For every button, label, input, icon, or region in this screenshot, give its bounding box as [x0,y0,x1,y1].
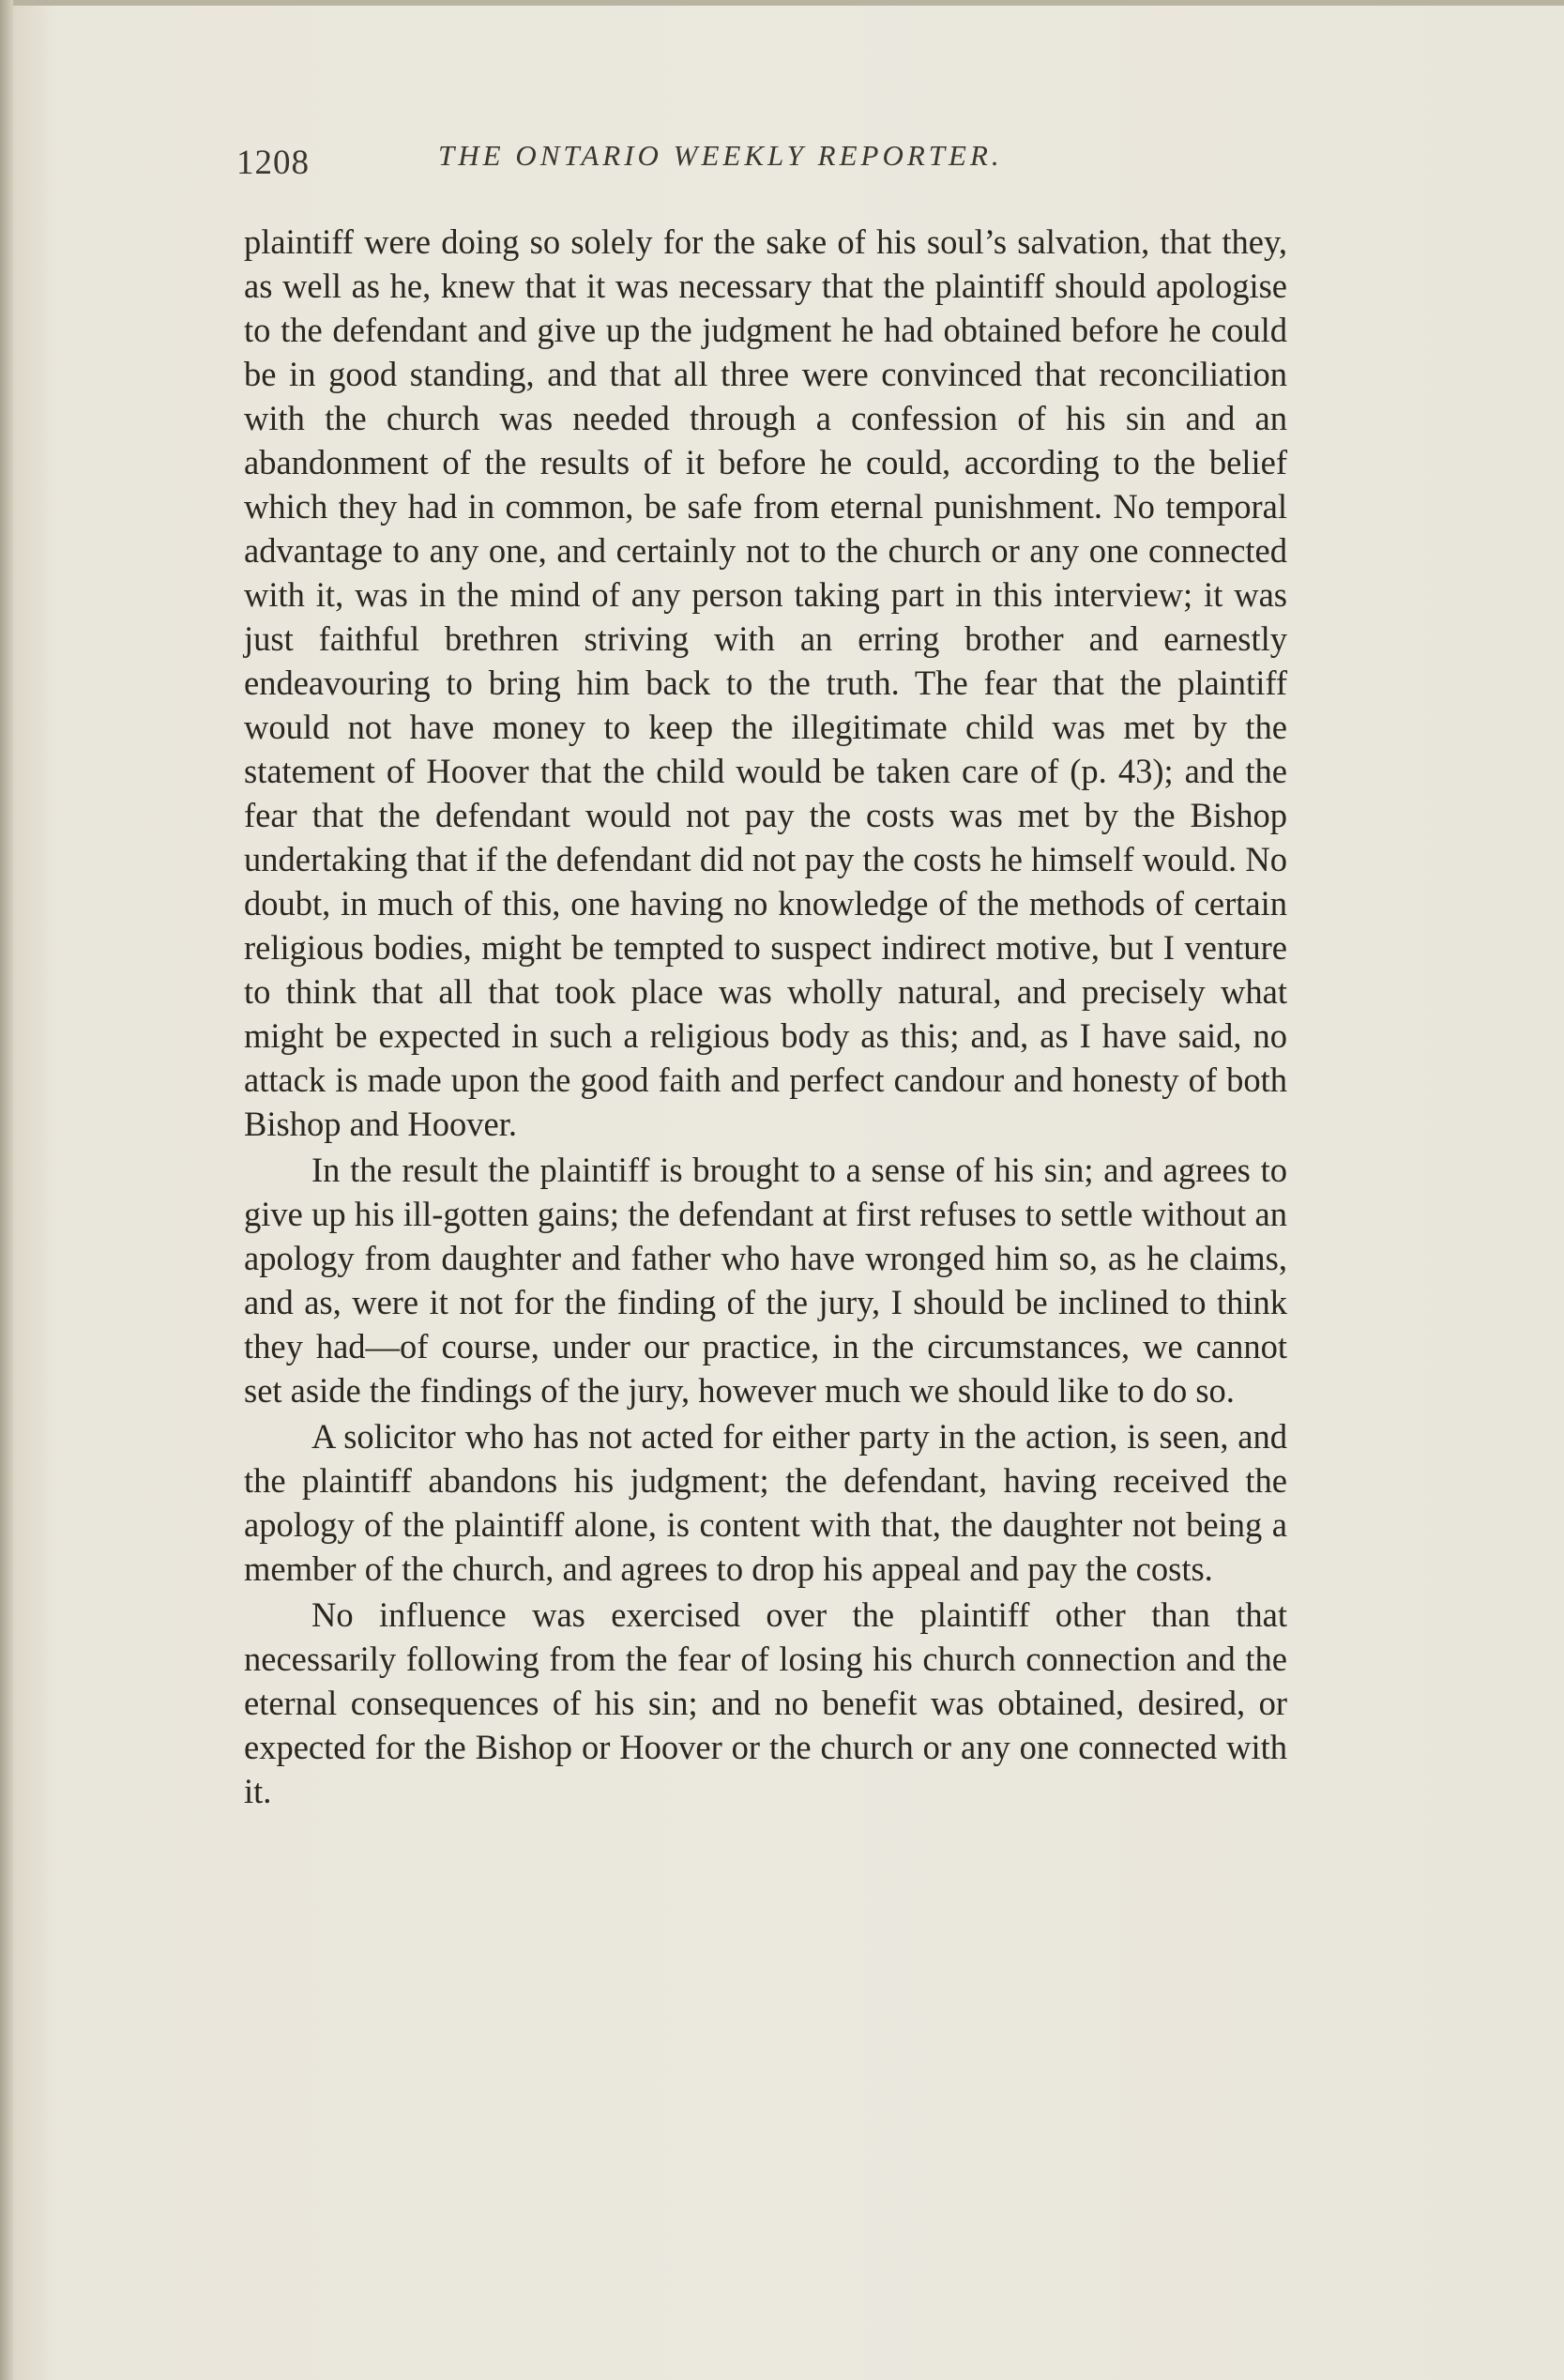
paragraph-continuation: plaintiff were doing so solely for the sake of his soul’s salvation, that they, as well as he, knew that it was necessary that the plaintiff should apologise to the defendant and give up the judgment he had obtained before he could be in good standing, and that all three were convinced that reconciliation with the church was needed through a confession of his sin and an abandonment of the results of it before he could, according to the belief which they had in common, be safe from eternal punishment. No temporal advantage to any one, and certainly not to the church or any one connected with it, was in the mind of any person taking part in this interview; it was just faithful brethren striving with an erring brother and earnestly endeavouring to bring him back to the truth. The fear that the plaintiff would not have money to keep the illegitimate child was met by the statement of Hoover that the child would be taken care of (p. 43); and the fear that the defendant would not pay the costs was met by the Bishop undertaking that if the defendant did not pay the costs he himself would. No doubt, in much of this, one having no knowledge of the methods of certain religious bodies, might be tempted to suspect indirect motive, but I venture to think that all that took place was wholly natural, and precisely what might be expected in such a religious body as this; and, as I have said, no attack is made upon the good faith and perfect candour and honesty of both Bishop and Hoover. [244,222,1287,1143]
page-binding-edge [0,0,13,2380]
running-title: THE ONTARIO WEEKLY REPORTER. [438,139,1003,172]
page-number: 1208 [236,144,310,182]
page-header [236,133,1306,190]
paragraph-result: In the result the plaintiff is brought to a sense of his sin; and agrees to give up his ill-gotten gains; the defendant at first refuses to settle without an apology from daughter and father who have wronged him so, as he claims, and as, were it not for the finding of the jury, I should be inclined to think they had—of course, under our practice, in the circumstances, we cannot set aside the findings of the jury, however much we should like to do so. [244,1151,1287,1410]
page-top-edge [0,0,1564,6]
paragraph-no-influence: No influence was exercised over the plaintiff other than that necessarily following from the fear of losing his church connection and the eternal consequences of his sin; and no benefit was obtained, desired, or expected for the Bishop or Hoover or the church or any one connected with it. [244,1595,1287,1810]
body-text [244,220,1287,1813]
paragraph-solicitor: A solicitor who has not acted for either party in the action, is seen, and the plaintiff abandons his judgment; the defendant, having received the apology of the plaintiff alone, is content with that, the daughter not being a member of the church, and agrees to drop his appeal and pay the costs. [244,1417,1287,1588]
